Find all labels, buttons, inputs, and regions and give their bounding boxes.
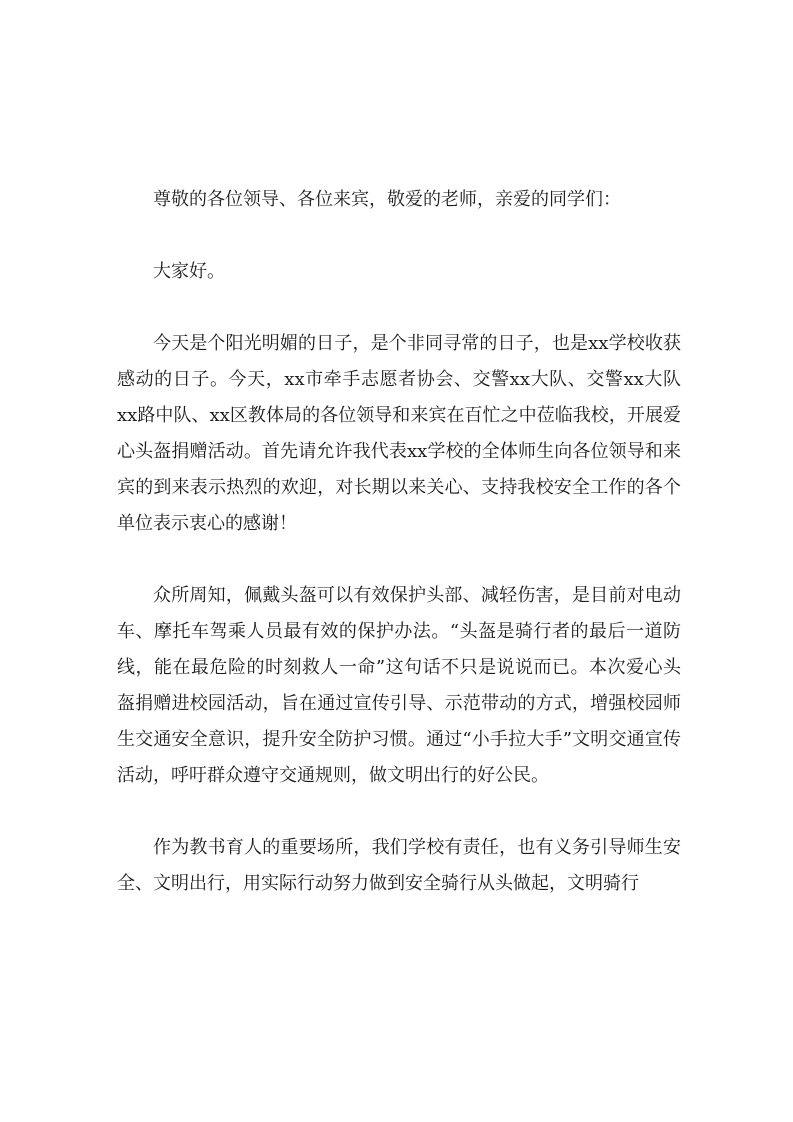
speech-body [117, 182, 681, 902]
paragraph-welcome: 今天是个阳光明媚的日子，是个非同寻常的日子，也是xx学校收获感动的日子。今天，xx市牵手志愿者协会、交警xx大队、交警xx大队xx路中队、xx区教体局的各位领导和来宾在百忙之中莅临我校，开展爱心头盔捐赠活动。首先请允许我代表xx学校的全体师生向各位领导和来宾的到来表示热烈的欢迎，对长期以来关心、支持我校安全工作的各个单位表示衷心的感谢！ [117, 333, 681, 534]
paragraph-helmet-safety: 众所周知，佩戴头盔可以有效保护头部、减轻伤害，是目前对电动车、摩托车驾乘人员最有效的保护办法。“头盔是骑行者的最后一道防线，能在最危险的时刻救人一命”这句话不只是说说而已。本次爱心头盔捐赠进校园活动，旨在通过宣传引导、示范带动的方式，增强校园师生交通安全意识，提升安全防护习惯。通过“小手拉大手”文明交通宣传活动，呼吁群众遵守交通规则，做文明出行的好公民。 [117, 585, 681, 786]
paragraph-spacer [117, 290, 681, 326]
paragraph-spacer [117, 218, 681, 254]
greeting: 大家好。 [153, 261, 225, 282]
salutation: 尊敬的各位领导、各位来宾，敬爱的老师，亲爱的同学们： [153, 189, 621, 210]
paragraph-spacer [117, 794, 681, 830]
paragraph-spacer [117, 542, 681, 578]
paragraph-school-responsibility: 作为教书育人的重要场所，我们学校有责任，也有义务引导师生安全、文明出行，用实际行动努力做到安全骑行从头做起，文明骑行 [117, 837, 681, 894]
